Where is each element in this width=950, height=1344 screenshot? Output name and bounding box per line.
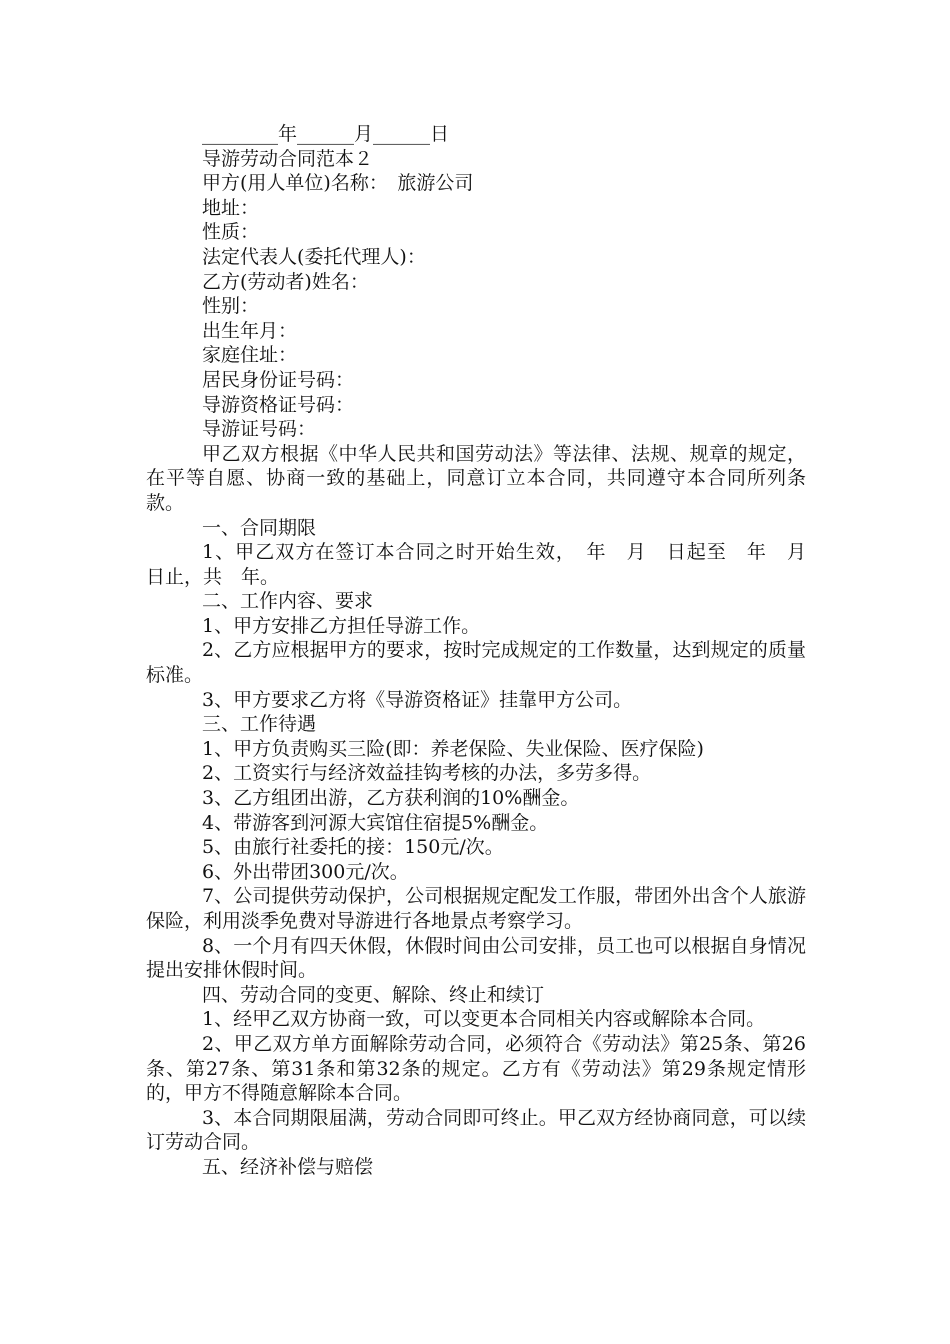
- id-number-label: 居民身份证号码：: [202, 368, 355, 391]
- party-a-name: 甲方(用人单位)名称： 旅游公司: [202, 172, 474, 195]
- nature-label: 性质：: [202, 221, 260, 244]
- guide-qualification-label: 导游资格证号码：: [202, 393, 355, 416]
- clause-paragraph: 3、乙方组团出游，乙方获利润的10%酬金。: [202, 787, 580, 810]
- clause-paragraph: 5、由旅行社委托的接：150元/次。: [202, 836, 504, 859]
- birth-label: 出生年月：: [202, 319, 298, 342]
- clause-paragraph: 2、甲乙双方单方面解除劳动合同，必须符合《劳动法》第25条、第26条、第27条、第31条和第32条的规定。乙方有《劳动法》第29条规定情形的，甲方不得随意解除本合同。: [146, 1032, 806, 1105]
- clause-paragraph: 7、公司提供劳动保护，公司根据规定配发工作服，带团外出含个人旅游保险，利用淡季免费对导游进行各地景点考察学习。: [146, 885, 806, 932]
- section-heading: 一、合同期限: [202, 516, 317, 539]
- clause-paragraph: 1、甲乙双方在签订本合同之时开始生效， 年 月 日起至 年 月 日止，共 年。: [146, 541, 826, 588]
- clause-paragraph: 1、经甲乙双方协商一致，可以变更本合同相关内容或解除本合同。: [202, 1008, 766, 1031]
- address-label: 地址：: [202, 196, 260, 219]
- clause-paragraph: 3、甲方要求乙方将《导游资格证》挂靠甲方公司。: [202, 688, 633, 711]
- clause-paragraph: 3、本合同期限届满，劳动合同即可终止。甲乙双方经协商同意，可以续订劳动合同。: [146, 1106, 806, 1154]
- section-heading: 三、工作待遇: [202, 713, 317, 736]
- clause-paragraph: 8、一个月有四天休假，休假时间由公司安排，员工也可以根据自身情况提出安排休假时间。: [146, 934, 806, 982]
- section-heading: 二、工作内容、要求: [202, 590, 374, 613]
- party-b-name: 乙方(劳动者)姓名：: [202, 270, 369, 293]
- gender-label: 性别：: [202, 295, 260, 318]
- legal-rep-label: 法定代表人(委托代理人)：: [202, 245, 426, 268]
- clause-paragraph: 4、带游客到河源大宾馆住宿提5%酬金。: [202, 811, 549, 834]
- clause-paragraph: 2、工资实行与经济效益挂钩考核的办法，多劳多得。: [202, 762, 652, 785]
- preamble-paragraph: 甲乙双方根据《中华人民共和国劳动法》等法律、法规、规章的规定，在平等自愿、协商一致的基础上，同意订立本合同，共同遵守本合同所列条款。: [146, 442, 806, 514]
- document-title: 导游劳动合同范本２: [202, 147, 374, 170]
- guide-license-label: 导游证号码：: [202, 418, 317, 441]
- home-address-label: 家庭住址：: [202, 344, 298, 367]
- contract-document: [146, 122, 826, 1180]
- section-heading: 五、经济补偿与赔偿: [202, 1155, 374, 1178]
- clause-paragraph: 6、外出带团300元/次。: [202, 860, 409, 883]
- section-heading: 四、劳动合同的变更、解除、终止和续订: [202, 983, 545, 1006]
- clause-paragraph: 2、乙方应根据甲方的要求，按时完成规定的工作数量，达到规定的质量标准。: [146, 639, 806, 687]
- clause-paragraph: 1、甲方安排乙方担任导游工作。: [202, 614, 481, 637]
- clause-paragraph: 1、甲方负责购买三险(即：养老保险、失业保险、医疗保险): [202, 737, 704, 760]
- date-line: ________年______月______日: [202, 123, 450, 145]
